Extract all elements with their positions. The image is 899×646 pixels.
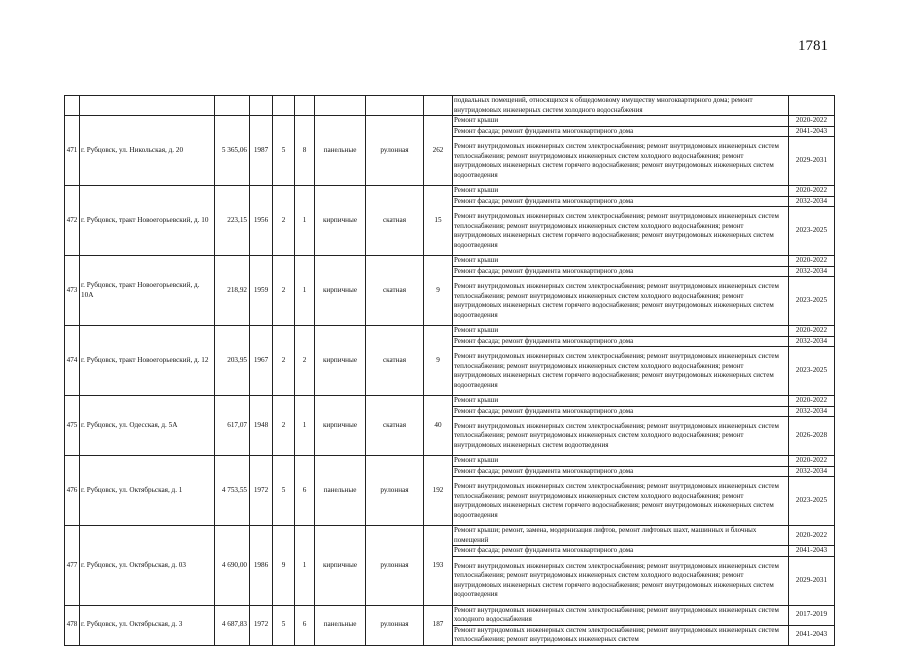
work-period: 2020-2022 bbox=[789, 186, 835, 197]
work-period: 2029-2031 bbox=[789, 556, 835, 605]
wall-material-cell: панельные bbox=[315, 456, 366, 526]
work-description: Ремонт фасада; ремонт фундамента многоквартирного дома bbox=[453, 546, 789, 557]
roof-type-cell: рулонная bbox=[366, 526, 424, 606]
address-cell: г. Рубцовск, ул. Октябрьская, д. 1 bbox=[80, 456, 215, 526]
row-number: 476 bbox=[65, 456, 80, 526]
year-cell: 1956 bbox=[250, 186, 273, 256]
work-description: Ремонт внутридомовых инженерных систем электроснабжения; ремонт внутридомовых инженерных систем теплоснабжения; ремонт внутридомовых инженерных систем холодного водоснабжения; ремонт внутридомовых инженерных систем горячего водоснабжения; ремонт внутридомовых инженерных систем водоотведения bbox=[453, 556, 789, 605]
work-description: Ремонт крыши bbox=[453, 396, 789, 407]
roof-type-cell: рулонная bbox=[366, 605, 424, 645]
work-description: Ремонт крыши bbox=[453, 456, 789, 467]
roof-type-cell: скатная bbox=[366, 256, 424, 326]
wall-material-cell: кирпичные bbox=[315, 396, 366, 456]
work-description: Ремонт фасада; ремонт фундамента многоквартирного дома bbox=[453, 336, 789, 347]
address-cell: г. Рубцовск, ул. Одесская, д. 5А bbox=[80, 396, 215, 456]
area-cell: 4 687,83 bbox=[215, 605, 250, 645]
residents-cell: 15 bbox=[424, 186, 453, 256]
work-period: 2041-2043 bbox=[789, 625, 835, 645]
work-period: 2023-2025 bbox=[789, 347, 835, 396]
work-description: Ремонт внутридомовых инженерных систем электроснабжения; ремонт внутридомовых инженерных систем холодного водоснабжения bbox=[453, 605, 789, 625]
floors-cell: 2 bbox=[273, 396, 295, 456]
work-description: Ремонт внутридомовых инженерных систем электроснабжения; ремонт внутридомовых инженерных систем теплоснабжения; ремонт внутридомовых инженерных систем холодного водоснабжения; ремонт внутридомовых инженерных систем горячего водоснабжения; ремонт внутридомовых инженерных систем водоотведения bbox=[453, 277, 789, 326]
work-description: Ремонт фасада; ремонт фундамента многоквартирного дома bbox=[453, 266, 789, 277]
area-cell: 223,15 bbox=[215, 186, 250, 256]
work-description: Ремонт крыши bbox=[453, 326, 789, 337]
work-period: 2032-2034 bbox=[789, 196, 835, 207]
work-period: 2023-2025 bbox=[789, 477, 835, 526]
work-period: 2032-2034 bbox=[789, 266, 835, 277]
work-description: Ремонт фасада; ремонт фундамента многоквартирного дома bbox=[453, 126, 789, 137]
work-description: Ремонт крыши; ремонт, замена, модернизация лифтов, ремонт лифтовых шахт, машинных и блочных помещений bbox=[453, 526, 789, 546]
table-row bbox=[65, 186, 835, 197]
address-cell: г. Рубцовск, ул. Октябрьская, д. 03 bbox=[80, 526, 215, 606]
year-cell: 1972 bbox=[250, 605, 273, 645]
work-period: 2032-2034 bbox=[789, 406, 835, 417]
roof-type-cell: рулонная bbox=[366, 456, 424, 526]
wall-material-cell: панельные bbox=[315, 605, 366, 645]
area-cell: 218,92 bbox=[215, 256, 250, 326]
area-cell: 203,95 bbox=[215, 326, 250, 396]
row-number: 473 bbox=[65, 256, 80, 326]
floors-cell: 2 bbox=[273, 256, 295, 326]
entrances-cell: 8 bbox=[295, 116, 315, 186]
work-description: Ремонт внутридомовых инженерных систем электроснабжения; ремонт внутридомовых инженерных систем теплоснабжения; ремонт внутридомовых инженерных систем bbox=[453, 625, 789, 645]
address-cell: г. Рубцовск, тракт Новоегорьевский, д. 12 bbox=[80, 326, 215, 396]
address-cell: г. Рубцовск, ул. Октябрьская, д. 3 bbox=[80, 605, 215, 645]
work-description: Ремонт внутридомовых инженерных систем электроснабжения; ремонт внутридомовых инженерных систем теплоснабжения; ремонт внутридомовых инженерных систем холодного водоснабжения; ремонт внутридомовых инженерных систем водоотведения bbox=[453, 417, 789, 456]
work-period: 2032-2034 bbox=[789, 466, 835, 477]
address-cell: г. Рубцовск, ул. Никольская, д. 20 bbox=[80, 116, 215, 186]
row-number: 471 bbox=[65, 116, 80, 186]
work-description: Ремонт внутридомовых инженерных систем электроснабжения; ремонт внутридомовых инженерных систем теплоснабжения; ремонт внутридомовых инженерных систем холодного водоснабжения; ремонт внутридомовых инженерных систем горячего водоснабжения; ремонт внутридомовых инженерных систем водоотведения bbox=[453, 477, 789, 526]
work-period: 2020-2022 bbox=[789, 116, 835, 127]
entrances-cell: 2 bbox=[295, 326, 315, 396]
entrances-cell: 1 bbox=[295, 396, 315, 456]
work-period: 2017-2019 bbox=[789, 605, 835, 625]
work-description: подвальных помещений, относящихся к общедомовому имуществу многоквартирного дома; ремонт внутридомовых инженерных систем холодного водоснабжения bbox=[453, 96, 789, 116]
work-period: 2032-2034 bbox=[789, 336, 835, 347]
row-number: 477 bbox=[65, 526, 80, 606]
work-description: Ремонт крыши bbox=[453, 256, 789, 267]
table-row bbox=[65, 456, 835, 467]
work-description: Ремонт фасада; ремонт фундамента многоквартирного дома bbox=[453, 196, 789, 207]
table-row bbox=[65, 605, 835, 625]
year-cell: 1972 bbox=[250, 456, 273, 526]
floors-cell: 5 bbox=[273, 456, 295, 526]
row-number: 474 bbox=[65, 326, 80, 396]
work-period: 2020-2022 bbox=[789, 256, 835, 267]
work-description: Ремонт фасада; ремонт фундамента многоквартирного дома bbox=[453, 406, 789, 417]
residents-cell: 262 bbox=[424, 116, 453, 186]
year-cell: 1986 bbox=[250, 526, 273, 606]
table-row bbox=[65, 526, 835, 546]
work-period: 2020-2022 bbox=[789, 526, 835, 546]
area-cell: 617,07 bbox=[215, 396, 250, 456]
wall-material-cell: кирпичные bbox=[315, 186, 366, 256]
work-period: 2026-2028 bbox=[789, 417, 835, 456]
table-row bbox=[65, 256, 835, 267]
table-row bbox=[65, 326, 835, 337]
area-cell: 5 365,06 bbox=[215, 116, 250, 186]
work-period: 2020-2022 bbox=[789, 326, 835, 337]
year-cell: 1967 bbox=[250, 326, 273, 396]
floors-cell: 5 bbox=[273, 116, 295, 186]
work-description: Ремонт крыши bbox=[453, 186, 789, 197]
entrances-cell: 1 bbox=[295, 256, 315, 326]
floors-cell: 2 bbox=[273, 186, 295, 256]
work-description: Ремонт крыши bbox=[453, 116, 789, 127]
work-description: Ремонт внутридомовых инженерных систем электроснабжения; ремонт внутридомовых инженерных систем теплоснабжения; ремонт внутридомовых инженерных систем холодного водоснабжения; ремонт внутридомовых инженерных систем горячего водоснабжения; ремонт внутридомовых инженерных систем водоотведения bbox=[453, 347, 789, 396]
work-period: 2023-2025 bbox=[789, 277, 835, 326]
work-period: 2029-2031 bbox=[789, 137, 835, 186]
work-period: 2020-2022 bbox=[789, 396, 835, 407]
residents-cell: 187 bbox=[424, 605, 453, 645]
residents-cell: 192 bbox=[424, 456, 453, 526]
table-row bbox=[65, 396, 835, 407]
year-cell: 1948 bbox=[250, 396, 273, 456]
residents-cell: 40 bbox=[424, 396, 453, 456]
wall-material-cell: кирпичные bbox=[315, 526, 366, 606]
table-row bbox=[65, 116, 835, 127]
year-cell: 1987 bbox=[250, 116, 273, 186]
continuation-row bbox=[65, 96, 835, 116]
roof-type-cell: скатная bbox=[366, 186, 424, 256]
area-cell: 4 753,55 bbox=[215, 456, 250, 526]
wall-material-cell: кирпичные bbox=[315, 326, 366, 396]
residents-cell: 9 bbox=[424, 326, 453, 396]
entrances-cell: 6 bbox=[295, 605, 315, 645]
roof-type-cell: скатная bbox=[366, 396, 424, 456]
year-cell: 1959 bbox=[250, 256, 273, 326]
buildings-table bbox=[64, 95, 835, 646]
address-cell: г. Рубцовск, тракт Новоегорьевский, д. 10 bbox=[80, 186, 215, 256]
residents-cell: 9 bbox=[424, 256, 453, 326]
work-period: 2020-2022 bbox=[789, 456, 835, 467]
work-description: Ремонт внутридомовых инженерных систем электроснабжения; ремонт внутридомовых инженерных систем теплоснабжения; ремонт внутридомовых инженерных систем холодного водоснабжения; ремонт внутридомовых инженерных систем горячего водоснабжения; ремонт внутридомовых инженерных систем водоотведения bbox=[453, 207, 789, 256]
entrances-cell: 6 bbox=[295, 456, 315, 526]
floors-cell: 2 bbox=[273, 326, 295, 396]
area-cell: 4 690,00 bbox=[215, 526, 250, 606]
roof-type-cell: скатная bbox=[366, 326, 424, 396]
entrances-cell: 1 bbox=[295, 526, 315, 606]
work-period: 2023-2025 bbox=[789, 207, 835, 256]
floors-cell: 9 bbox=[273, 526, 295, 606]
wall-material-cell: панельные bbox=[315, 116, 366, 186]
floors-cell: 5 bbox=[273, 605, 295, 645]
work-description: Ремонт внутридомовых инженерных систем электроснабжения; ремонт внутридомовых инженерных систем теплоснабжения; ремонт внутридомовых инженерных систем холодного водоснабжения; ремонт внутридомовых инженерных систем горячего водоснабжения; ремонт внутридомовых инженерных систем водоотведения bbox=[453, 137, 789, 186]
residents-cell: 193 bbox=[424, 526, 453, 606]
row-number: 475 bbox=[65, 396, 80, 456]
work-description: Ремонт фасада; ремонт фундамента многоквартирного дома bbox=[453, 466, 789, 477]
page-number: 1781 bbox=[798, 38, 828, 54]
entrances-cell: 1 bbox=[295, 186, 315, 256]
work-period: 2041-2043 bbox=[789, 126, 835, 137]
row-number: 472 bbox=[65, 186, 80, 256]
address-cell: г. Рубцовск, тракт Новоегорьевский, д. 10А bbox=[80, 256, 215, 326]
roof-type-cell: рулонная bbox=[366, 116, 424, 186]
row-number: 478 bbox=[65, 605, 80, 645]
wall-material-cell: кирпичные bbox=[315, 256, 366, 326]
work-period: 2041-2043 bbox=[789, 546, 835, 557]
